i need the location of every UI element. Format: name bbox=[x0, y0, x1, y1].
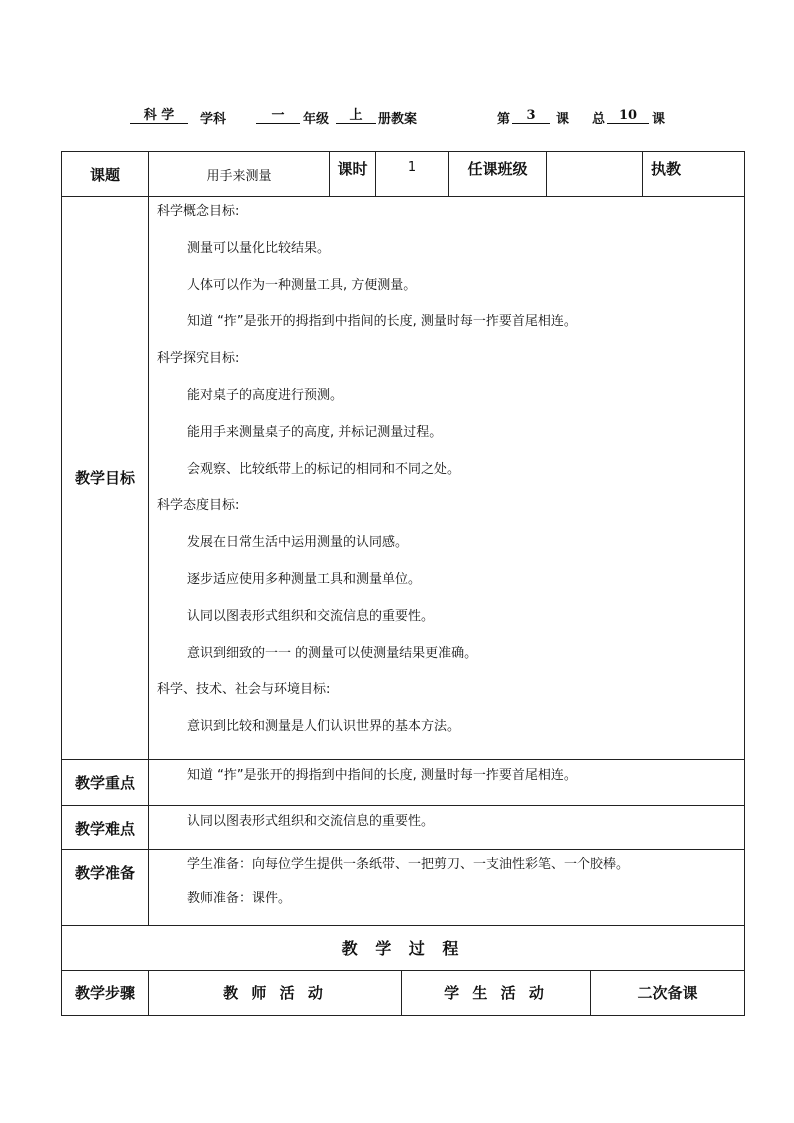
lesson-no-value: 3 bbox=[512, 108, 550, 124]
objective-line: 能对桌子的高度进行预测。 bbox=[187, 387, 344, 403]
objective-line: 意识到细致的一一 的测量可以使测量结果更准确。 bbox=[187, 645, 478, 661]
lesson-plan-table bbox=[61, 151, 745, 1016]
steps-label: 教学步骤 bbox=[62, 970, 149, 1015]
preparation-label: 教学准备 bbox=[62, 849, 149, 925]
objective-line: 能用手来测量桌子的高度, 并标记测量过程。 bbox=[187, 424, 443, 440]
total-no-field bbox=[607, 108, 649, 124]
preparation-line: 教师准备：课件。 bbox=[187, 890, 292, 906]
lesson-prefix: 第 bbox=[497, 112, 511, 127]
objectives-row bbox=[62, 197, 745, 760]
hours-label: 课时 bbox=[330, 152, 376, 197]
key-point-text: 知道 “拃”是张开的拇指到中指间的长度, 测量时每一拃要首尾相连。 bbox=[149, 759, 745, 805]
objective-line: 人体可以作为一种测量工具, 方便测量。 bbox=[187, 277, 417, 293]
grade-field bbox=[256, 108, 300, 124]
key-point-label: 教学重点 bbox=[62, 759, 149, 805]
volume-value: 上 bbox=[336, 108, 376, 124]
preparation-content bbox=[149, 849, 745, 925]
objective-line: 逐步适应使用多种测量工具和测量单位。 bbox=[187, 571, 422, 587]
teacher-activity-label: 教 师 活 动 bbox=[149, 970, 402, 1015]
preparation-line: 学生准备：向每位学生提供一条纸带、一把剪刀、一支油性彩笔、一个胶棒。 bbox=[187, 856, 630, 872]
difficulty-row bbox=[62, 805, 745, 849]
objective-line: 科学态度目标: bbox=[157, 498, 240, 514]
objective-line: 认同以图表形式组织和交流信息的重要性。 bbox=[187, 608, 435, 624]
hours-value: 1 bbox=[376, 152, 449, 197]
total-no-value: 10 bbox=[607, 108, 649, 124]
subject-field bbox=[130, 108, 188, 124]
second-prep-label: 二次备课 bbox=[591, 970, 745, 1015]
difficulty-text: 认同以图表形式组织和交流信息的重要性。 bbox=[149, 805, 745, 849]
lesson-plan-header bbox=[0, 108, 794, 128]
student-activity-label: 学 生 活 动 bbox=[402, 970, 591, 1015]
objective-line: 测量可以量化比较结果。 bbox=[187, 240, 331, 256]
objective-line: 科学、技术、社会与环境目标: bbox=[157, 682, 331, 698]
process-title-row bbox=[62, 925, 745, 970]
topic-value: 用手来测量 bbox=[149, 152, 330, 197]
total-suffix: 课 bbox=[652, 112, 666, 127]
key-point-row bbox=[62, 759, 745, 805]
process-title: 教 学 过 程 bbox=[62, 925, 745, 970]
grade-suffix: 年级 bbox=[303, 112, 330, 127]
objectives-label: 教学目标 bbox=[62, 197, 149, 760]
objective-line: 科学探究目标: bbox=[157, 351, 240, 367]
objective-line: 知道 “拃”是张开的拇指到中指间的长度, 测量时每一拃要首尾相连。 bbox=[187, 314, 577, 330]
teacher-label: 执教 bbox=[643, 152, 745, 197]
difficulty-label: 教学难点 bbox=[62, 805, 149, 849]
process-header-row bbox=[62, 970, 745, 1015]
volume-field bbox=[336, 108, 376, 124]
subject-suffix: 学科 bbox=[200, 112, 227, 127]
topic-label: 课题 bbox=[62, 152, 149, 197]
class-value bbox=[547, 152, 643, 197]
objective-line: 发展在日常生活中运用测量的认同感。 bbox=[187, 535, 409, 551]
preparation-row bbox=[62, 849, 745, 925]
total-prefix: 总 bbox=[592, 112, 606, 127]
class-label: 任课班级 bbox=[449, 152, 547, 197]
objective-line: 科学概念目标: bbox=[157, 204, 240, 219]
lesson-no-field bbox=[512, 108, 550, 124]
volume-suffix: 册教案 bbox=[378, 112, 418, 127]
objective-line: 意识到比较和测量是人们认识世界的基本方法。 bbox=[187, 719, 461, 735]
subject-value: 科 学 bbox=[130, 108, 188, 124]
grade-value: 一 bbox=[256, 108, 300, 124]
objectives-content bbox=[149, 197, 745, 760]
objective-line: 会观察、比较纸带上的标记的相同和不同之处。 bbox=[187, 461, 461, 477]
info-row bbox=[62, 152, 745, 197]
lesson-suffix: 课 bbox=[556, 112, 570, 127]
